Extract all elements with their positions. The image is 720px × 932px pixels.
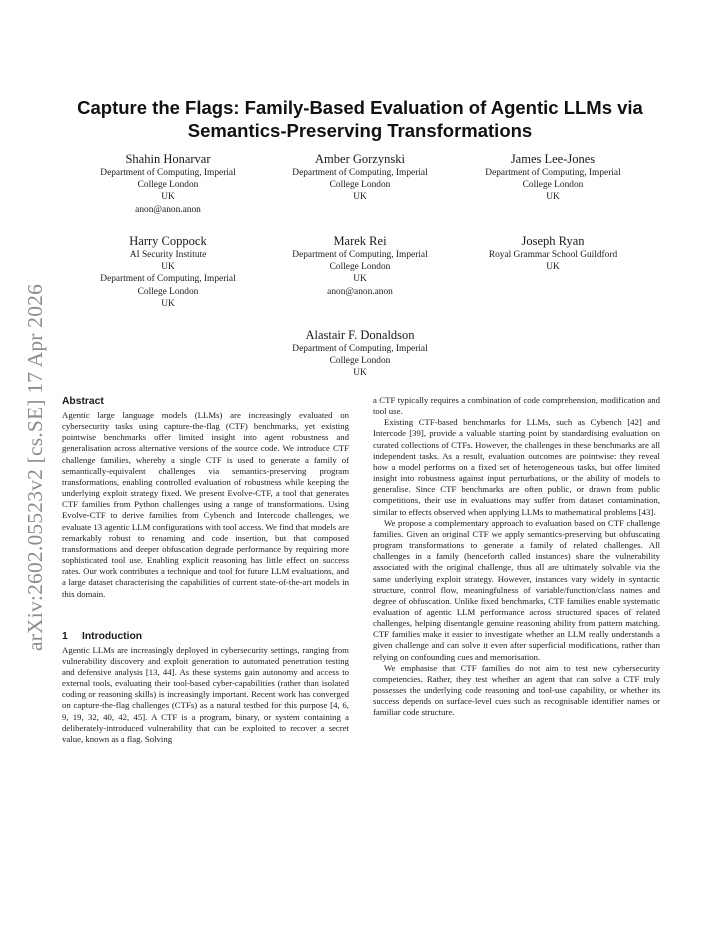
author-block [453, 234, 653, 273]
author-affiliation: College London [137, 286, 199, 297]
author-affiliation: Department of Computing, Imperial [100, 168, 236, 178]
author-affiliation: College London [329, 180, 391, 191]
arxiv-identifier-stamp [18, 262, 54, 672]
introduction-paragraph: Existing CTF-based benchmarks for LLMs, such as Cybench [42] and Intercode [39], provide a valuable starting point by standardising evaluation on curated collections of CTFs. However, the challenges in these benchmarks are all independent tasks. As a result, evaluation outcomes are pointwise: they reveal how a model performs on a fixed set of heterogeneous tasks, but offer limited insight into robustness against input perturbations, or the ability of models to generalise. Since CTF benchmarks are often public, or drawn from public competitions, their use in evaluations may suffer from dataset contamination, similar to effects observed when applying LLMs to mathematical problems [43]. [373, 417, 660, 517]
section-title: Introduction [82, 630, 143, 642]
author-email: anon@anon.anon [135, 204, 201, 215]
author-affiliation: Department of Computing, Imperial [292, 168, 428, 178]
author-name: Harry Coppock [129, 234, 207, 248]
abstract-heading: Abstract [62, 396, 104, 407]
author-affiliation: College London [522, 180, 584, 191]
author-country: UK [546, 192, 560, 203]
author-affiliation: Department of Computing, Imperial [292, 344, 428, 354]
section-number: 1 [62, 630, 68, 642]
author-country: UK [353, 368, 367, 379]
author-name: Joseph Ryan [521, 234, 585, 248]
author-block [260, 152, 460, 204]
author-affiliation: Department of Computing, Imperial [100, 274, 236, 285]
author-name: Marek Rei [333, 234, 387, 248]
author-country: UK [546, 262, 560, 273]
section-spacer [62, 600, 349, 630]
author-block [260, 234, 460, 298]
arxiv-identifier: arXiv:2602.05523v2 [cs.SE] 17 Apr 2026 [23, 283, 48, 651]
author-affiliation: Department of Computing, Imperial [485, 168, 621, 178]
author-country: UK [161, 262, 175, 273]
right-column [373, 395, 660, 719]
paper-title [40, 96, 680, 142]
author-block [68, 234, 268, 310]
author-affiliation: Royal Grammar School Guildford [488, 250, 618, 260]
author-affiliation: AI Security Institute [129, 250, 207, 260]
author-block [453, 152, 653, 204]
introduction-heading [62, 630, 349, 643]
left-column [62, 395, 349, 745]
author-name: Alastair F. Donaldson [305, 328, 415, 342]
author-country: UK [161, 298, 175, 309]
abstract-text: Agentic large language models (LLMs) are increasingly evaluated on cybersecurity tasks using capture-the-flag (CTF) benchmarks, yet existing pointwise benchmarks offer limited insight into agent robustness and generalisation across alternative versions of the source code. We introduce CTF challenge families, whereby a single CTF is used to generate a family of semantically-equivalent challenges via semantics-preserving program transformations, enabling controlled evaluation of robustness while keeping the underlying exploit strategy fixed. We present Evolve-CTF, a tool that generates CTF families from Python challenges using a range of transformations. Using Evolve-CTF to derive families from Cybench and Intercode challenges, we evaluate 13 agentic LLM configurations with tool access. We find that models are remarkably robust to renaming and code insertion, but that composed transformations and deeper obfuscation degrade performance by requiring more sophisticated tool use. Enabling explicit reasoning has little effect on success rates. Our work contributes a technique and tool for future LLM evaluations, and a large dataset characterising the capabilities of current state-of-the-art models in this domain. [62, 410, 349, 599]
author-country: UK [353, 274, 367, 285]
author-name: James Lee-Jones [510, 152, 596, 166]
author-affiliation: College London [329, 356, 391, 367]
introduction-paragraph: a CTF typically requires a combination of code comprehension, modification and tool use. [373, 395, 660, 417]
author-affiliation: Department of Computing, Imperial [292, 250, 428, 260]
author-email: anon@anon.anon [327, 286, 393, 297]
introduction-paragraph: Agentic LLMs are increasingly deployed in cybersecurity settings, ranging from vulnerability discovery and exploit generation to automated penetration testing and defensive analysis [13, 44]. As these systems gain autonomy and access to external tools, evaluating their tool-based cyber-capabilities (rather than isolated coding or reasoning skills) is increasingly important. Recent work has converged on capture-the-flag challenges (CTFs) as a natural testbed for this purpose [4, 6, 9, 19, 32, 40, 42, 45]. A CTF is a program, binary, or system containing a deliberately-introduced vulnerability that can be exploited to recover a secret value, known as a flag. Solving [62, 644, 349, 744]
author-block [68, 152, 268, 216]
introduction-paragraph: We propose a complementary approach to evaluation based on CTF challenge families. Given an original CTF we apply semantics-preserving but obfuscating program transformations to generate a family of related challenges. All challenges in a family (henceforth called instances) share the vulnerability associated with the original challenge, thus all are ultimately solvable via the same underlying exploit strategy. However, instances vary widely in syntactic structure, control flow, meaningfulness of variable/function/class names and degree of obfuscation. Unlike fixed benchmarks, CTF families enable systematic evaluation of agentic LLM performance across structured spaces of related challenges, helping disentangle genuine reasoning ability from pattern matching. CTF families make it easier to investigate whether an LLM really understands a given challenge and can solve it even after superficial modifications, rather than relying on confounding cues and memorisation. [373, 517, 660, 662]
author-name: Amber Gorzynski [315, 152, 405, 166]
title-line-1: Capture the Flags: Family-Based Evaluation of Agentic LLMs via [77, 97, 643, 118]
introduction-paragraph: We emphasise that CTF families do not aim to test new cybersecurity competencies. Rather, they test whether an agent that can solve a CTF truly possesses the underlying code reasoning and tool-use capability, or whether its success depends on surface-level cues such as recognisable identifier names or familiar code structure. [373, 662, 660, 718]
author-affiliation: College London [137, 180, 199, 191]
author-name: Shahin Honarvar [125, 152, 211, 166]
title-line-2: Semantics-Preserving Transformations [187, 120, 533, 141]
author-country: UK [353, 192, 367, 203]
author-affiliation: College London [329, 262, 391, 273]
author-country: UK [161, 192, 175, 203]
author-block [260, 328, 460, 380]
